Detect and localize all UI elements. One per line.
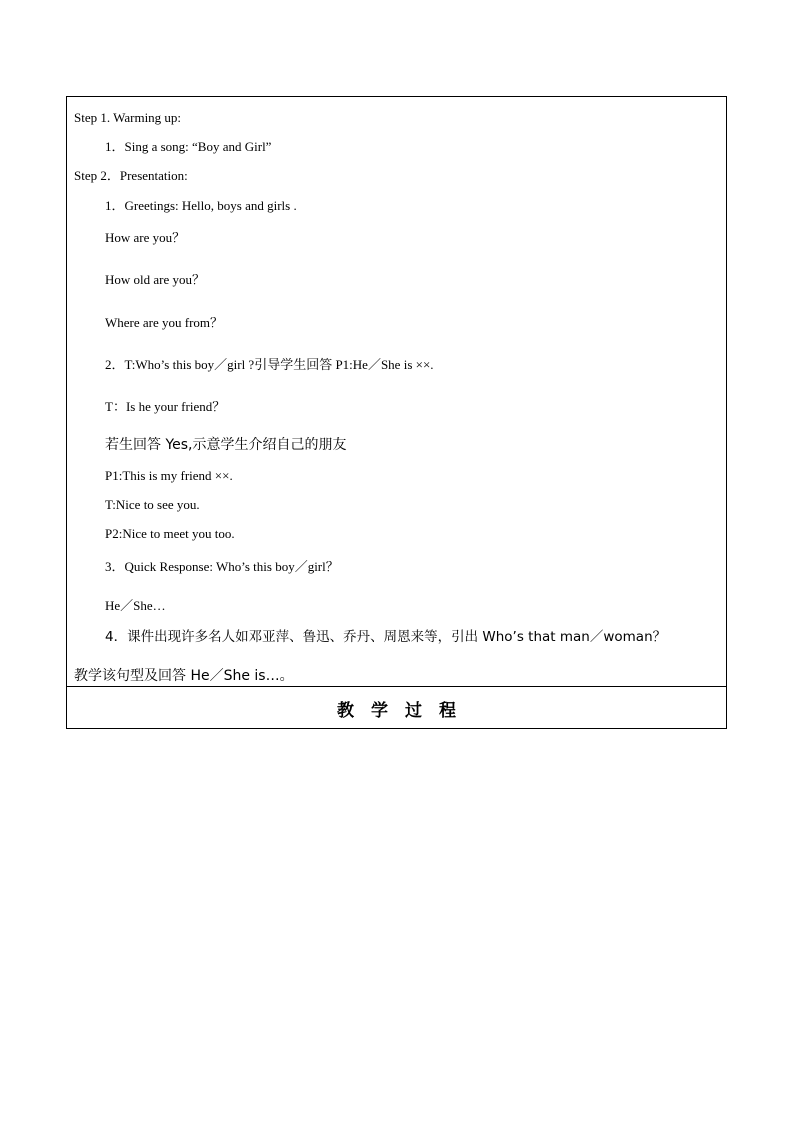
quick-response-line: 3．Quick Response: Who’s this boy／girl？: [105, 559, 339, 574]
where-from-line: Where are you from？: [105, 315, 224, 330]
step-2-heading: Step 2．Presentation:: [74, 168, 188, 183]
teach-pattern-line: 教学该句型及回答 He／She is…。: [74, 668, 294, 684]
how-are-you-line: How are you？: [105, 230, 186, 245]
is-he-friend-line: T：Is he your friend？: [105, 399, 226, 414]
how-old-line: How old are you？: [105, 272, 206, 287]
lesson-content-cell: [67, 97, 726, 687]
lesson-table: [66, 96, 727, 729]
t-nice-line: T:Nice to see you.: [105, 497, 200, 512]
courseware-line: 4．课件出现许多名人如邓亚萍、鲁迅、乔丹、周恩来等，引出 Who’s that man／woman？: [105, 629, 667, 645]
footer-cell: [67, 687, 726, 729]
sing-song-line: 1．Sing a song: “Boy and Girl”: [105, 139, 272, 154]
whos-this-line: 2．T:Who’s this boy／girl ?引导学生回答 P1:He／She is ××.: [105, 357, 434, 372]
step-1-heading: Step 1. Warming up:: [74, 110, 182, 125]
p2-nice-line: P2:Nice to meet you too.: [105, 526, 235, 541]
he-she-line: He／She…: [105, 598, 166, 613]
p1-friend-line: P1:This is my friend ××.: [105, 468, 233, 483]
student-answer-line: 若生回答 Yes,示意学生介绍自己的朋友: [105, 437, 347, 453]
teaching-process-title: 教学过程: [337, 700, 473, 721]
greetings-line: 1．Greetings: Hello, boys and girls .: [105, 198, 297, 213]
